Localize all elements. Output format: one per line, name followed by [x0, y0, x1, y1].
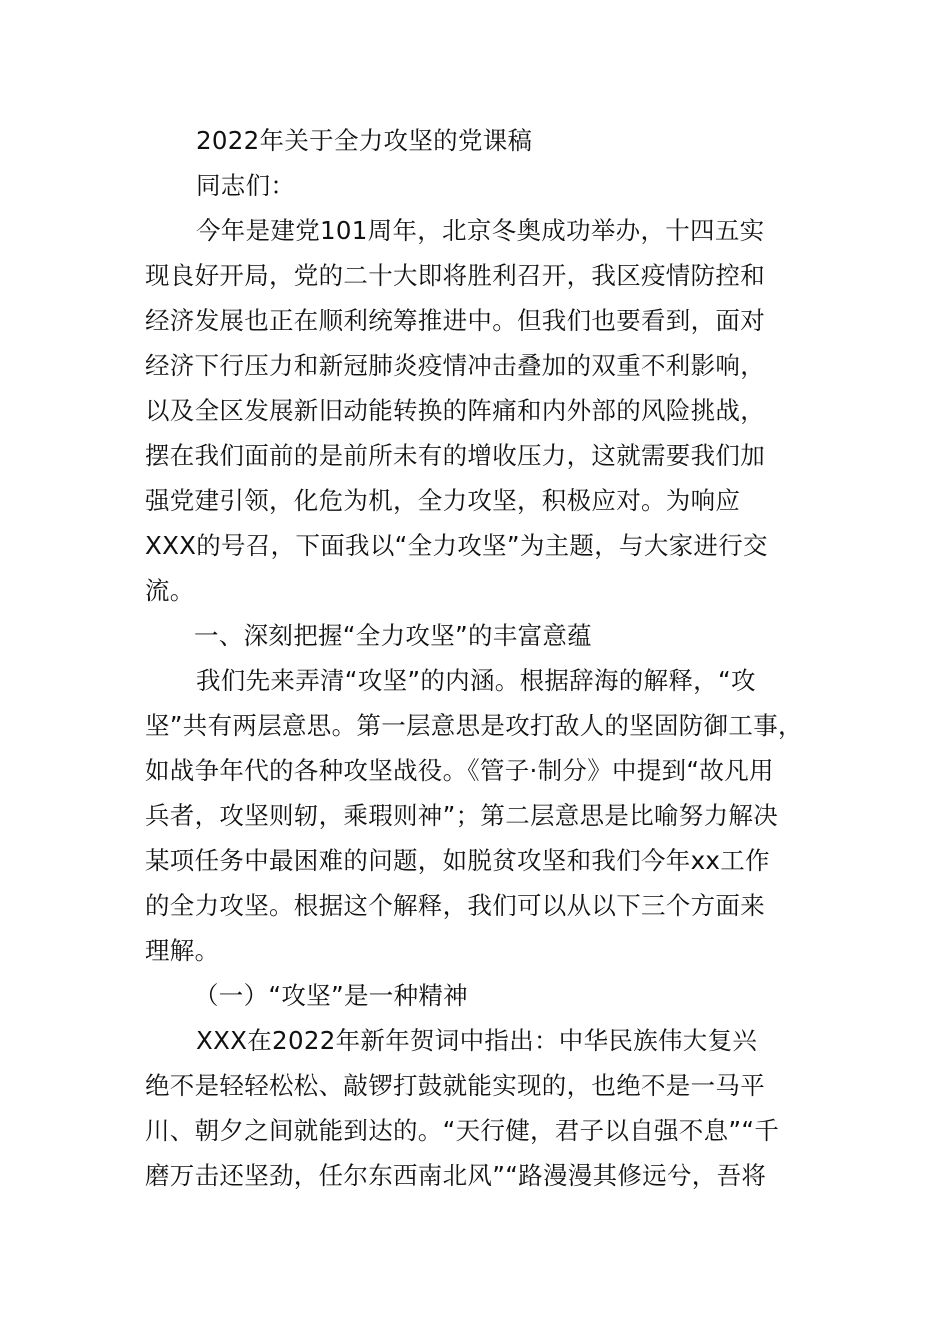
text-line: 以及全区发展新旧动能转换的阵痛和内外部的风险挑战，: [145, 396, 765, 425]
text-line: 流。: [145, 576, 195, 605]
document-body: [145, 118, 810, 1198]
text-line: 摆在我们面前的是前所未有的增收压力，这就需要我们加: [145, 441, 765, 470]
text-line: 某项任务中最困难的问题，如脱贫攻坚和我们今年xx工作: [145, 846, 770, 875]
salutation: 同志们：: [196, 171, 296, 200]
text-line: 川、朝夕之间就能到达的。“天行健，君子以自强不息”“千: [145, 1116, 780, 1145]
text-line: 的全力攻坚。根据这个解释，我们可以从以下三个方面来: [145, 891, 765, 920]
text-line: 绝不是轻轻松松、敲锣打鼓就能实现的，也绝不是一马平: [145, 1071, 765, 1100]
subsection-heading: （一）“攻坚”是一种精神: [194, 981, 468, 1010]
document-title: 2022年关于全力攻坚的党课稿: [196, 126, 533, 155]
text-line: 现良好开局，党的二十大即将胜利召开，我区疫情防控和: [145, 261, 765, 290]
text-line: 理解。: [145, 936, 220, 965]
text-line: 今年是建党101周年，北京冬奥成功举办，十四五实: [196, 216, 765, 245]
paragraph-2: [145, 658, 810, 973]
text-line: 强党建引领，化危为机，全力攻坚，积极应对。为响应: [145, 486, 741, 515]
paragraph-1: [145, 208, 810, 613]
text-line: XXX在2022年新年贺词中指出：中华民族伟大复兴: [196, 1026, 758, 1055]
text-line: 经济发展也正在顺利统筹推进中。但我们也要看到，面对: [145, 306, 765, 335]
text-line: 坚”共有两层意思。第一层意思是攻打敌人的坚固防御工事，: [145, 711, 803, 740]
text-line: 我们先来弄清“攻坚”的内涵。根据辞海的解释，“攻: [196, 666, 756, 695]
paragraph-3: [145, 1018, 810, 1198]
text-line: 如战争年代的各种攻坚战役。《管子·制分》中提到“故凡用: [145, 756, 774, 785]
text-line: 磨万击还坚劲，任尔东西南北风”“路漫漫其修远兮，吾将: [145, 1161, 767, 1190]
text-line: 经济下行压力和新冠肺炎疫情冲击叠加的双重不利影响，: [145, 351, 765, 380]
text-line: XXX的号召，下面我以“全力攻坚”为主题，与大家进行交: [145, 531, 768, 560]
text-line: 兵者，攻坚则轫，乘瑕则神”；第二层意思是比喻努力解决: [145, 801, 778, 830]
section-heading: 一、深刻把握“全力攻坚”的丰富意蕴: [194, 621, 592, 650]
